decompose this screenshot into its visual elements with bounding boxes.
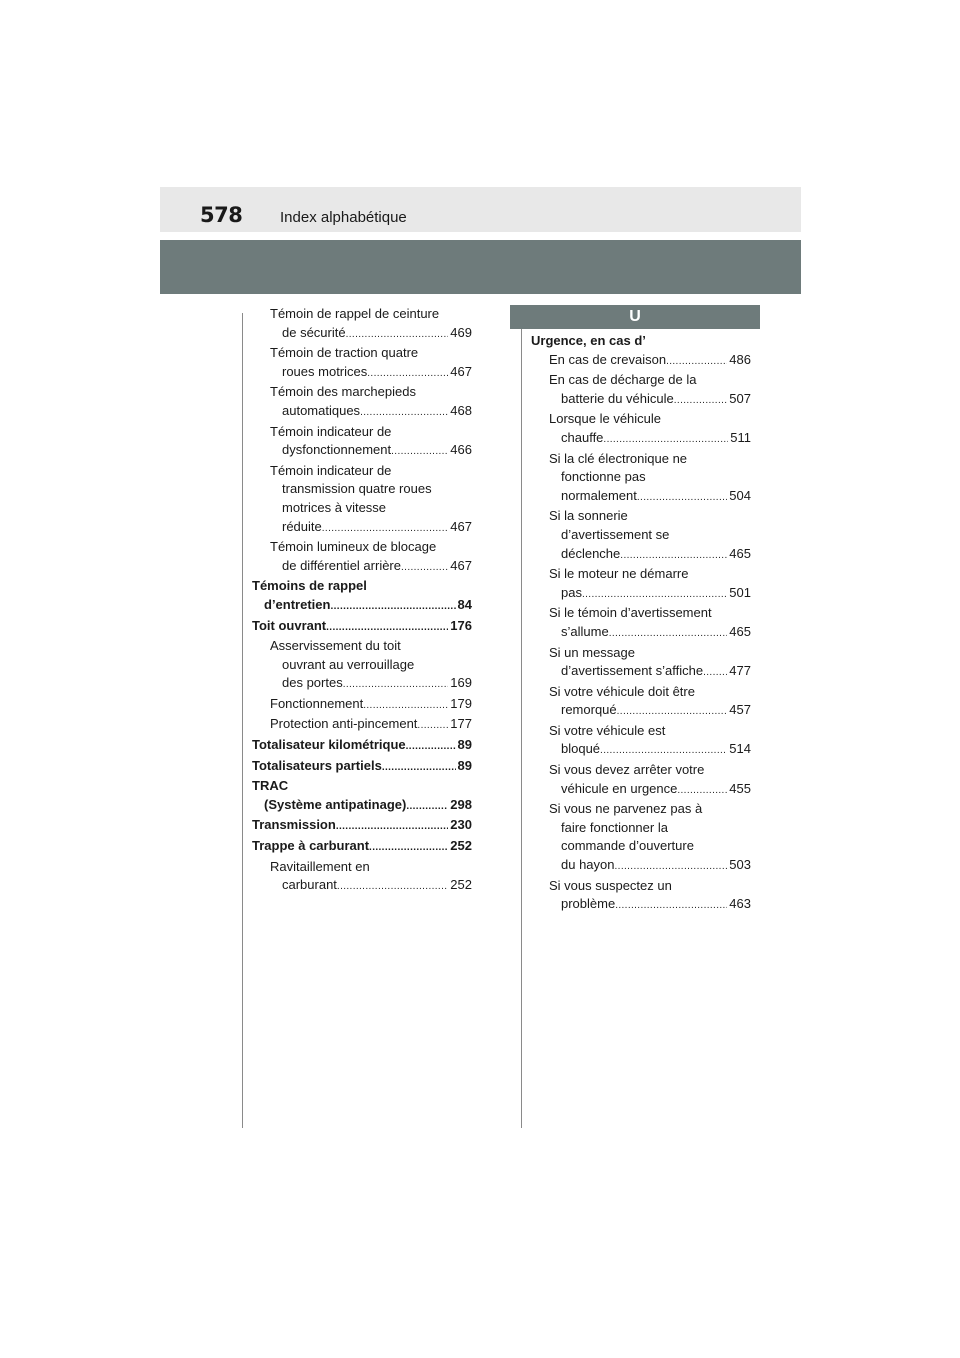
entry-text: Témoin indicateur de (270, 462, 392, 478)
leader-dots (363, 695, 448, 716)
page-reference: 89 (457, 757, 472, 773)
leader-dots (637, 487, 727, 508)
right-column-divider (521, 313, 522, 1128)
entry-text: Trappe à carburant (252, 838, 370, 854)
page-reference: 252 (450, 877, 472, 893)
page-reference: 467 (450, 518, 472, 534)
entry-text: Ravitaillement en (270, 858, 370, 874)
index-entry (252, 695, 472, 716)
page-number: 578 (200, 203, 243, 227)
leader-dots (615, 895, 727, 916)
index-entry (252, 816, 472, 837)
index-entry (252, 538, 472, 577)
leader-dots (336, 816, 448, 837)
entry-text: Si vous devez arrêter votre (549, 762, 705, 778)
leader-dots (382, 757, 456, 778)
entry-text: Témoin indicateur de (270, 423, 392, 439)
index-entry (252, 637, 472, 695)
page-reference: 501 (729, 584, 751, 600)
page-reference: 298 (450, 796, 472, 812)
entry-text: Urgence, en cas d’ (531, 333, 646, 348)
page-reference: 469 (450, 324, 472, 340)
leader-dots (603, 429, 728, 450)
leader-dots (666, 351, 727, 372)
leader-dots (369, 837, 448, 858)
entry-text: Asservissement du toit (270, 638, 401, 654)
section-title: Index alphabétique (280, 209, 407, 226)
entry-text: faire fonctionner la (561, 819, 668, 835)
index-entry (531, 800, 751, 876)
page-reference: 477 (729, 663, 751, 679)
page-reference: 230 (450, 817, 472, 833)
leader-dots (600, 740, 727, 761)
page-reference: 252 (450, 838, 472, 854)
entry-text: Témoin des marchepieds (270, 384, 416, 400)
entry-text: Si le témoin d’avertissement (549, 605, 712, 621)
index-entries-u (531, 332, 751, 916)
entry-text: remorqué (561, 702, 617, 718)
page-reference: 503 (729, 857, 751, 873)
leader-dots (417, 715, 448, 736)
entry-text: Transmission (252, 817, 336, 833)
entry-text: s’allume (561, 623, 609, 639)
entry-text: Toit ouvrant (252, 617, 327, 633)
entry-text: automatiques (282, 402, 361, 418)
page-reference: 169 (450, 675, 472, 691)
entry-text: (Système antipatinage) (264, 796, 407, 812)
entry-text: déclenche (561, 545, 621, 561)
page-reference: 507 (729, 390, 751, 406)
page-reference: 84 (457, 596, 472, 612)
header-band (160, 240, 801, 294)
leader-dots (330, 596, 455, 617)
index-entry (531, 371, 751, 410)
index-entry (531, 507, 751, 565)
page-reference: 89 (457, 737, 472, 753)
entry-text: Lorsque le véhicule (549, 411, 662, 427)
index-entry (531, 450, 751, 508)
entry-text: réduite (282, 518, 322, 534)
leader-dots (617, 701, 728, 722)
index-entry (531, 410, 751, 449)
entry-text: motrices à vitesse (282, 499, 387, 515)
entry-text: Totalisateur kilométrique (252, 737, 406, 753)
index-entry (531, 722, 751, 761)
leader-dots (674, 390, 728, 411)
leader-dots (582, 584, 727, 605)
index-entry (531, 683, 751, 722)
index-entry (531, 761, 751, 800)
page-reference: 179 (450, 695, 472, 711)
page-header (160, 187, 801, 232)
entry-text: carburant (282, 877, 337, 893)
page-reference: 463 (729, 896, 751, 912)
index-column-left (252, 305, 472, 897)
leader-dots (615, 856, 728, 877)
entry-text: ouvrant au verrouillage (282, 656, 415, 672)
index-entry (252, 736, 472, 757)
page-reference: 504 (729, 487, 751, 503)
entry-text: roues motrices (282, 363, 368, 379)
page-reference: 468 (450, 402, 472, 418)
entry-text: Si la sonnerie (549, 508, 628, 524)
entry-text: d’avertissement s’affiche (561, 663, 704, 679)
left-column-divider (242, 313, 243, 1128)
page-reference: 486 (729, 351, 751, 367)
entry-text: normalement (561, 487, 637, 503)
leader-dots (609, 623, 728, 644)
entry-text: Si vous ne parvenez pas à (549, 801, 703, 817)
index-entry (252, 423, 472, 462)
entry-text: Témoin de rappel de ceinture (270, 306, 440, 321)
letter-header-u: U (510, 305, 760, 329)
leader-dots (367, 363, 448, 384)
page-reference: 176 (450, 617, 472, 633)
entry-text: pas (561, 584, 582, 600)
index-entry (252, 715, 472, 736)
leader-dots (326, 617, 448, 638)
entry-text: véhicule en urgence (561, 780, 678, 796)
index-entry (531, 604, 751, 643)
leader-dots (677, 780, 727, 801)
entry-text: Si le moteur ne démarre (549, 566, 689, 582)
index-entry (531, 565, 751, 604)
entry-text: fonctionne pas (561, 469, 646, 485)
page-reference: 467 (450, 557, 472, 573)
leader-dots (391, 441, 448, 462)
entry-text: de différentiel arrière (282, 557, 401, 573)
index-entry (252, 837, 472, 858)
entry-text: d’entretien (264, 596, 331, 612)
page-reference: 465 (729, 545, 751, 561)
index-entry (252, 757, 472, 778)
index-entry (252, 577, 472, 616)
index-column-right (531, 305, 751, 916)
entry-text: des portes (282, 675, 343, 691)
index-entry (252, 383, 472, 422)
entry-text: En cas de crevaison (549, 351, 667, 367)
leader-dots (401, 557, 448, 578)
entry-text: Témoin de traction quatre (270, 345, 419, 361)
entry-text: d’avertissement se (561, 526, 670, 542)
entry-text: Si un message (549, 644, 635, 660)
leader-dots (360, 402, 448, 423)
entry-text: dysfonctionnement (282, 442, 392, 458)
entry-text: Totalisateurs partiels (252, 757, 382, 773)
index-entry (252, 305, 472, 344)
page-reference: 177 (450, 716, 472, 732)
page-reference: 514 (729, 741, 751, 757)
leader-dots (406, 796, 448, 817)
index-entry (531, 332, 751, 351)
page-reference: 466 (450, 442, 472, 458)
entry-text: Si votre véhicule doit être (549, 683, 695, 699)
entry-text: Témoin lumineux de blocage (270, 539, 437, 555)
index-entry (252, 462, 472, 538)
page-reference: 457 (729, 702, 751, 718)
leader-dots (322, 518, 449, 539)
page-reference: 455 (729, 780, 751, 796)
entry-text: Témoins de rappel (252, 578, 367, 594)
page-reference: 511 (730, 429, 751, 445)
entry-text: batterie du véhicule (561, 390, 674, 406)
leader-dots (703, 662, 727, 683)
entry-text: Protection anti-pincement (270, 716, 418, 732)
entry-text: bloqué (561, 741, 601, 757)
index-entry (531, 351, 751, 372)
entry-text: de sécurité (282, 324, 346, 340)
page-reference: 467 (450, 363, 472, 379)
entry-text: du hayon (561, 857, 615, 873)
entry-text: En cas de décharge de la (549, 372, 697, 388)
entry-text: Si vous suspectez un (549, 877, 672, 893)
entry-text: transmission quatre roues (282, 481, 432, 497)
entry-text: commande d’ouverture (561, 838, 694, 854)
entry-text: chauffe (561, 429, 604, 445)
leader-dots (620, 545, 727, 566)
leader-dots (346, 324, 449, 345)
index-entry (252, 617, 472, 638)
leader-dots (406, 736, 456, 757)
index-entry (252, 344, 472, 383)
index-entry (531, 644, 751, 683)
leader-dots (337, 876, 448, 897)
index-entry (531, 877, 751, 916)
index-entry (252, 858, 472, 897)
entry-text: Si votre véhicule est (549, 722, 666, 738)
leader-dots (343, 674, 449, 695)
index-entry (252, 777, 472, 816)
page-reference: 465 (729, 623, 751, 639)
entry-text: TRAC (252, 778, 289, 794)
entry-text: Si la clé électronique ne (549, 450, 688, 466)
entry-text: Fonctionnement (270, 695, 364, 711)
entry-text: problème (561, 896, 616, 912)
